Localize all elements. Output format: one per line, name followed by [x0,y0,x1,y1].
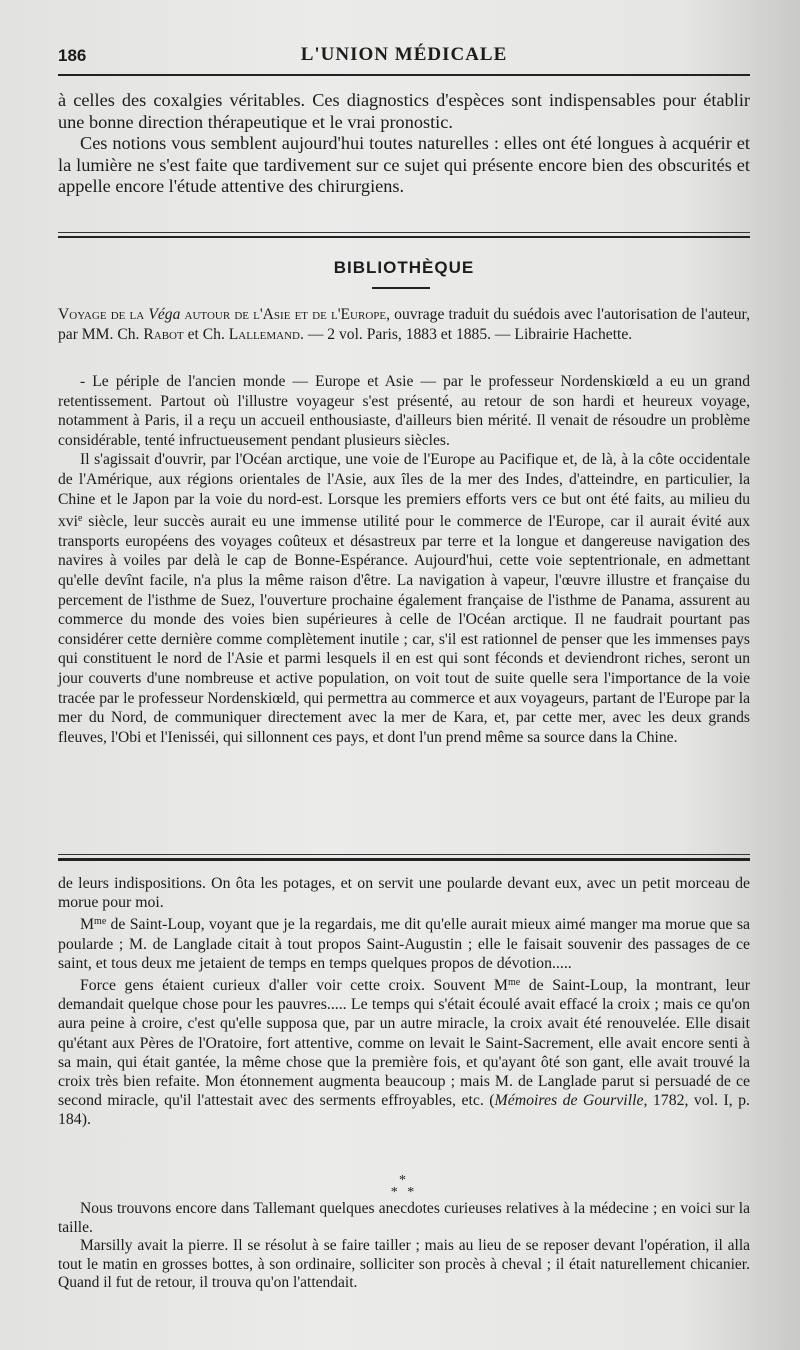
feuilleton-paragraph-3 [58,973,750,1130]
reference-autour: autour de l'Asie et de l'Europe, [184,306,391,323]
asterism-top: * [399,1173,409,1188]
page-number: 186 [58,46,87,65]
mme-superscript-2: me [507,977,521,989]
intro-paragraph-1: à celles des coxalgies véritables. Ces diagnostics d'espèces sont indispensables pour établir une bonne direction thérapeutique et le vrai pronostic. [58,90,750,132]
feuilleton-text [58,874,750,1130]
review-paragraph-2a: Il s'agissait d'ouvrir, par l'Océan arctique, une voie de l'Europe au Pacifique et, de là, à la côte occidentale de l'Amérique, aux régions orientales de l'Asie, aux îles de la mer des Indes, d'atteindre, en particulier, la Chine et le Japon par la voie du nord-est. Lorsque les premiers efforts vers ce but ont été faits, au milieu du xvi [58,451,750,531]
final-paragraph-2: Marsilly avait la pierre. Il se résolut à se faire tailler ; mais au lieu de se reposer devant l'opération, il alla tout le matin en grosses bottes, à son ordinaire, solliciter son procès à cheval ; il était naturellement chicanier. Quand il fut de retour, il trouva qu'on l'attendait. [58,1237,750,1291]
asterism-separator [58,1175,750,1199]
reference-vega: Véga [148,306,181,323]
reference-et: et Ch. [187,326,225,343]
feuilleton-rule-thick [58,858,750,861]
review-text [58,372,750,747]
section-title-underline [372,287,430,289]
feuilleton-rule-thin [58,854,750,855]
reference-rabot: Rabot [143,326,184,343]
century-superscript: e [77,513,83,525]
header-rule [58,74,750,76]
reference-voyage: Voyage de la [58,306,145,323]
review-paragraph-1: - Le périple de l'ancien monde — Europe et Asie — par le professeur Nordenskiœld a eu un grand retentissement. Partout où l'illustre voyageur s'est présenté, au retour de son hardi et heureux voyage, notamment à Paris, il a reçu un accueil enthousiaste, d'ailleurs bien mérité. Il venait de résoudre un problème considérable, tenté infructueusement pendant plusieurs siècles. [58,373,750,449]
reference-paragraph [58,305,750,345]
section-title: BIBLIOTHÈQUE [333,258,475,277]
feuilleton-paragraph-3c: 1782, vol. I, p. 184). [58,1092,750,1129]
mme-superscript: me [94,916,107,928]
feuilleton-paragraph-3b: de Saint-Loup, la montrant, leur demandait quelque chose pour les pauvres..... Le temps qui s'était écoulé avait effacé la croix ; mais ce qu'on aura peine à croire, c'est qu'elle supposa que, par un autre miracle, la croix avait été renouvelée. Elle disait qu'étant aux Pères de l'Oratoire, fort attentive, comme on levait le Saint-Sacrement, elle avait encore senti à sa main, qui était gantée, la même chose que la première fois, et qu'ayant ôté son gant, elle avait trouvé la croix très bien refaite. Mon étonnement augmenta beaucoup ; mais M. de Langlade parut si persuadé de ce second miracle, qu'il l'attestait avec des serments effroyables, etc. ( [58,977,750,1110]
final-paragraph-1: Nous trouvons encore dans Tallemant quelques anecdotes curieuses relatives à la médecine ; en voici sur la taille. [58,1200,750,1236]
mme-abbrev: M [80,916,95,934]
feuilleton-paragraph-3a: Force gens étaient curieux d'aller voir cette croix. Souvent M [80,977,508,995]
bibliographic-reference [58,305,750,345]
citation-title: Mémoires de Gourville, [494,1092,648,1110]
intro-text [58,90,750,198]
feuilleton-paragraph-1: de leurs indispositions. On ôta les potages, et on servit une poularde devant eux, avec un petit morceau de morue pour moi. [58,875,750,912]
final-text [58,1200,750,1293]
intro-paragraph-2: Ces notions vous semblent aujourd'hui toutes naturelles : elles ont été longues à acquérir et la lumière ne s'est faite que tardivement sur ce sujet qui présente encore bien des obscurités et appelle encore l'étude attentive des chirurgiens. [58,133,750,196]
asterism-bottom: * * [390,1185,418,1200]
reference-lallemand: Lallemand. [228,326,304,343]
feuilleton-paragraph-2-text: de Saint-Loup, voyant que je la regardais, me dit qu'elle aurait mieux aimé manger ma morue que sa poularde ; M. de Langlade citait à tout propos Saint-Augustin ; elle le faisait souvenir des passages de ce saint, et tous deux me jetaient de temps en temps quelques propos de dévotion..... [58,916,750,972]
reference-text-1: ouvrage traduit du suédois avec l'autorisation de l'auteur, par MM. Ch. [58,306,750,343]
review-paragraph-2b: siècle, leur succès aurait eu une immense utilité pour le commerce de l'Europe, car il aurait évité aux transports européens des voyages coûteux et désastreux par terre et la longue et dangereuse navigation des navires à voiles par delà le cap de Bonne-Espérance. Aujourd'hui, cette voie septentrionale, en admettant qu'elle devînt facile, n'a plus la même raison d'être. La navigation à vapeur, l'œuvre illustre et française du percement de l'isthme de Suez, l'ouverture prochaine également française de l'isthme de Panama, assurent au commerce du monde des voies bien supérieures à celle de l'Océan arctique. Il ne faudrait pourtant pas considérer cette dernière comme complètement inutile ; car, s'il est rationnel de penser que les immenses pays qui constituent le nord de l'Asie et parmi lesquels il en est qui sont féconds et deviendront riches, seront un jour couverts d'une nombreuse et active population, on voit tout de suite quelle sera l'importance de la voie tracée par le professeur Nordenskiœld, qui permettra au commerce et aux voyageurs, partant de l'Europe par la mer du Nord, de communiquer directement avec la mer de Kara, et, par cette mer, avec les deux grands fleuves, l'Obi et l'Ienisséi, qui sillonnent ces pays, et dont l'un prend même sa source dans la Chine. [58,513,750,746]
page-header [58,42,750,70]
review-paragraph-2 [58,450,750,747]
section-rule-thick [58,236,750,238]
section-rule-thin [58,232,750,233]
reference-text-2: — 2 vol. Paris, 1883 et 1885. — Librairie Hachette. [307,326,633,343]
feuilleton-paragraph-2 [58,912,750,973]
running-title: L'UNION MÉDICALE [300,44,508,65]
